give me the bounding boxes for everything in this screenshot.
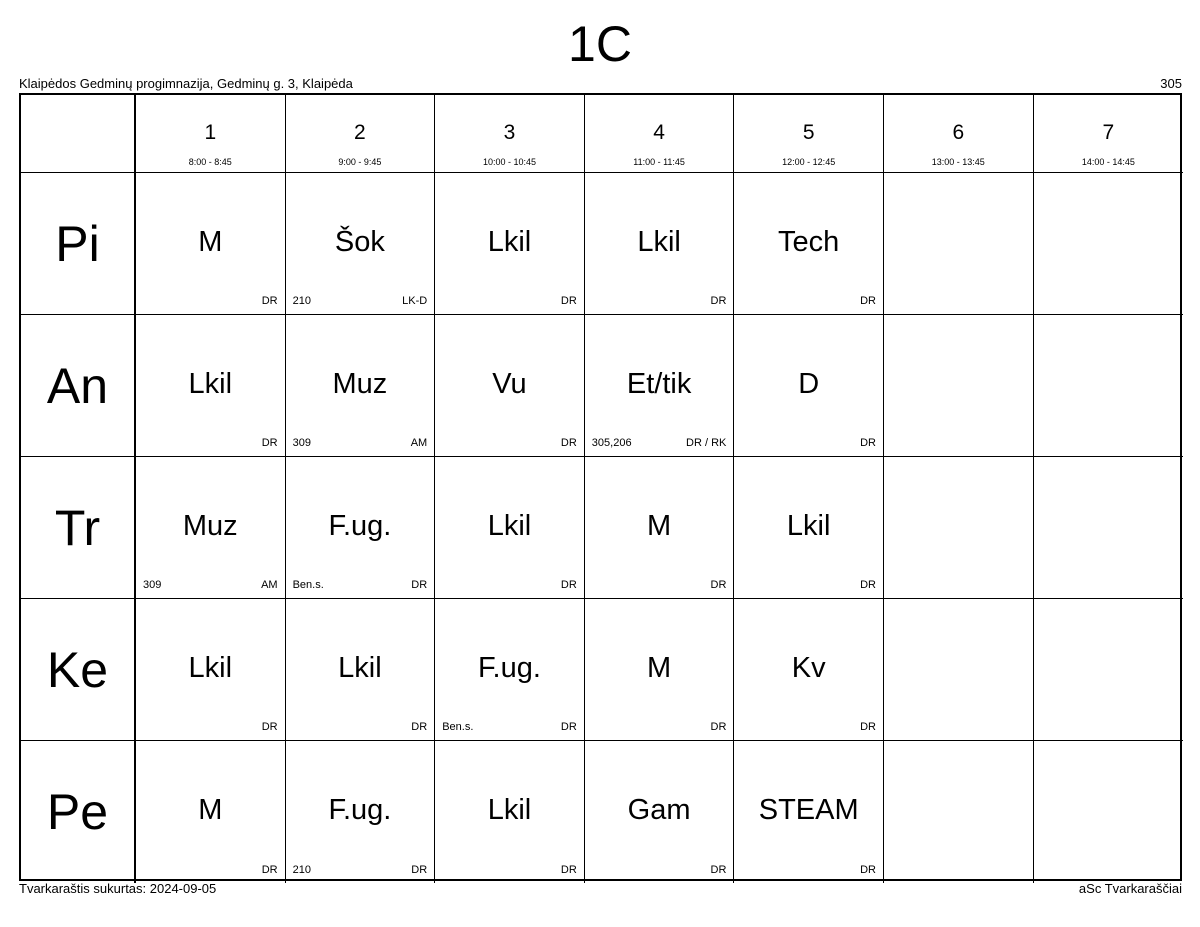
period-time: 13:00 - 13:45 <box>931 157 985 167</box>
lesson-subject: Lkil <box>188 368 233 400</box>
lesson-cell[interactable] <box>1034 173 1184 315</box>
lesson-cell[interactable] <box>136 457 286 599</box>
lesson-cell[interactable] <box>884 599 1034 741</box>
lesson-subject: Muz <box>182 510 238 542</box>
lesson-subject: Lkil <box>487 510 532 542</box>
day-label: Ke <box>21 599 136 741</box>
period-header <box>585 95 735 173</box>
period-header <box>1034 95 1184 173</box>
lesson-teacher: DR <box>261 437 278 449</box>
lesson-cell[interactable] <box>435 315 585 457</box>
lesson-cell[interactable] <box>286 599 436 741</box>
lesson-room: 210 <box>292 295 311 307</box>
lesson-subject: F.ug. <box>478 652 541 684</box>
lesson-teacher: DR <box>860 864 876 876</box>
corner-cell <box>21 95 136 173</box>
period-number: 1 <box>204 121 217 144</box>
period-header <box>286 95 436 173</box>
lesson-cell[interactable] <box>734 457 884 599</box>
lesson-cell[interactable] <box>585 599 735 741</box>
timetable-grid <box>19 93 1182 881</box>
lesson-room: 210 <box>292 864 311 876</box>
lesson-subject: F.ug. <box>328 794 392 826</box>
day-label: Pi <box>21 173 136 315</box>
lesson-subject: Muz <box>332 368 388 400</box>
period-number: 2 <box>354 121 366 144</box>
lesson-cell[interactable] <box>286 173 436 315</box>
lesson-cell[interactable] <box>435 741 585 883</box>
lesson-cell[interactable] <box>286 315 436 457</box>
period-header <box>884 95 1034 173</box>
lesson-cell[interactable] <box>884 741 1034 883</box>
lesson-subject: Gam <box>627 794 691 826</box>
period-time: 11:00 - 11:45 <box>633 157 685 167</box>
lesson-teacher: DR <box>860 437 876 449</box>
school-address: Klaipėdos Gedminų progimnazija, Gedminų g. 3, Klaipėda <box>19 76 353 91</box>
room-label: 305 <box>1160 76 1182 91</box>
lesson-cell[interactable] <box>1034 741 1184 883</box>
period-header <box>136 95 286 173</box>
lesson-teacher: LK-D <box>402 295 428 307</box>
lesson-subject: Et/tik <box>626 368 692 400</box>
lesson-room: 309 <box>143 579 162 591</box>
period-number: 5 <box>802 121 815 144</box>
period-number: 4 <box>653 121 665 144</box>
period-time: 12:00 - 12:45 <box>782 157 836 167</box>
lesson-cell[interactable] <box>286 741 436 883</box>
lesson-cell[interactable] <box>435 173 585 315</box>
lesson-cell[interactable] <box>734 741 884 883</box>
lesson-cell[interactable] <box>136 741 286 883</box>
lesson-teacher: DR <box>411 579 428 591</box>
lesson-teacher: DR <box>710 579 727 591</box>
lesson-subject: D <box>798 368 820 400</box>
period-number: 6 <box>952 121 965 144</box>
lesson-teacher: DR <box>560 864 577 876</box>
lesson-cell[interactable] <box>884 173 1034 315</box>
lesson-teacher: DR <box>860 721 876 733</box>
created-date: Tvarkaraštis sukurtas: 2024-09-05 <box>19 881 217 896</box>
lesson-subject: F.ug. <box>328 510 392 542</box>
lesson-subject: M <box>647 510 672 542</box>
lesson-subject: M <box>647 652 672 684</box>
lesson-cell[interactable] <box>585 457 735 599</box>
lesson-cell[interactable] <box>286 457 436 599</box>
lesson-room: 305,206 <box>591 437 632 449</box>
lesson-teacher: DR <box>710 721 727 733</box>
lesson-cell[interactable] <box>1034 315 1184 457</box>
lesson-subject: Lkil <box>487 794 532 826</box>
period-number: 7 <box>1102 121 1115 144</box>
lesson-teacher: AM <box>410 437 428 449</box>
lesson-cell[interactable] <box>585 741 735 883</box>
lesson-subject: Kv <box>791 652 826 684</box>
lesson-teacher: DR <box>560 721 577 733</box>
period-time: 14:00 - 14:45 <box>1081 157 1135 167</box>
lesson-teacher: DR <box>560 437 577 449</box>
lesson-subject: Vu <box>492 368 527 400</box>
lesson-cell[interactable] <box>136 315 286 457</box>
day-label: Tr <box>21 457 136 599</box>
software-credit: aSc Tvarkaraščiai <box>1078 881 1182 896</box>
lesson-room: 309 <box>292 437 311 449</box>
lesson-subject: Lkil <box>338 652 382 684</box>
period-number: 3 <box>503 121 516 144</box>
lesson-teacher: DR <box>560 579 577 591</box>
lesson-cell[interactable] <box>585 315 735 457</box>
lesson-subject: Lkil <box>487 226 532 258</box>
period-header <box>435 95 585 173</box>
lesson-teacher: DR <box>261 721 278 733</box>
period-time: 9:00 - 9:45 <box>338 157 382 167</box>
lesson-teacher: DR <box>710 864 727 876</box>
period-header <box>734 95 884 173</box>
lesson-cell[interactable] <box>435 599 585 741</box>
lesson-teacher: DR <box>860 295 876 307</box>
day-label: Pe <box>21 741 136 883</box>
page-title: 1C <box>568 16 632 72</box>
lesson-teacher: DR <box>411 721 428 733</box>
lesson-teacher: DR <box>710 295 727 307</box>
day-label: An <box>21 315 136 457</box>
lesson-subject: Tech <box>778 226 840 258</box>
lesson-teacher: DR / RK <box>686 437 727 449</box>
lesson-teacher: DR <box>261 295 278 307</box>
lesson-teacher: DR <box>261 864 278 876</box>
lesson-cell[interactable] <box>136 173 286 315</box>
lesson-cell[interactable] <box>1034 599 1184 741</box>
lesson-subject: M <box>198 794 223 826</box>
lesson-subject: Lkil <box>188 652 233 684</box>
lesson-cell[interactable] <box>734 173 884 315</box>
lesson-cell[interactable] <box>734 599 884 741</box>
lesson-teacher: AM <box>261 579 278 591</box>
lesson-cell[interactable] <box>585 173 735 315</box>
lesson-subject: Šok <box>334 226 385 258</box>
lesson-cell[interactable] <box>136 599 286 741</box>
lesson-cell[interactable] <box>1034 457 1184 599</box>
period-time: 8:00 - 8:45 <box>188 157 232 167</box>
lesson-subject: M <box>198 226 223 258</box>
lesson-cell[interactable] <box>884 457 1034 599</box>
lesson-subject: Lkil <box>637 226 681 258</box>
lesson-teacher: DR <box>411 864 428 876</box>
lesson-room: Ben.s. <box>442 721 474 733</box>
lesson-subject: Lkil <box>786 510 831 542</box>
lesson-cell[interactable] <box>435 457 585 599</box>
lesson-teacher: DR <box>860 579 876 591</box>
lesson-cell[interactable] <box>884 315 1034 457</box>
period-time: 10:00 - 10:45 <box>482 157 536 167</box>
lesson-room: Ben.s. <box>292 579 324 591</box>
lesson-subject: STEAM <box>758 794 859 826</box>
lesson-cell[interactable] <box>734 315 884 457</box>
lesson-teacher: DR <box>560 295 577 307</box>
